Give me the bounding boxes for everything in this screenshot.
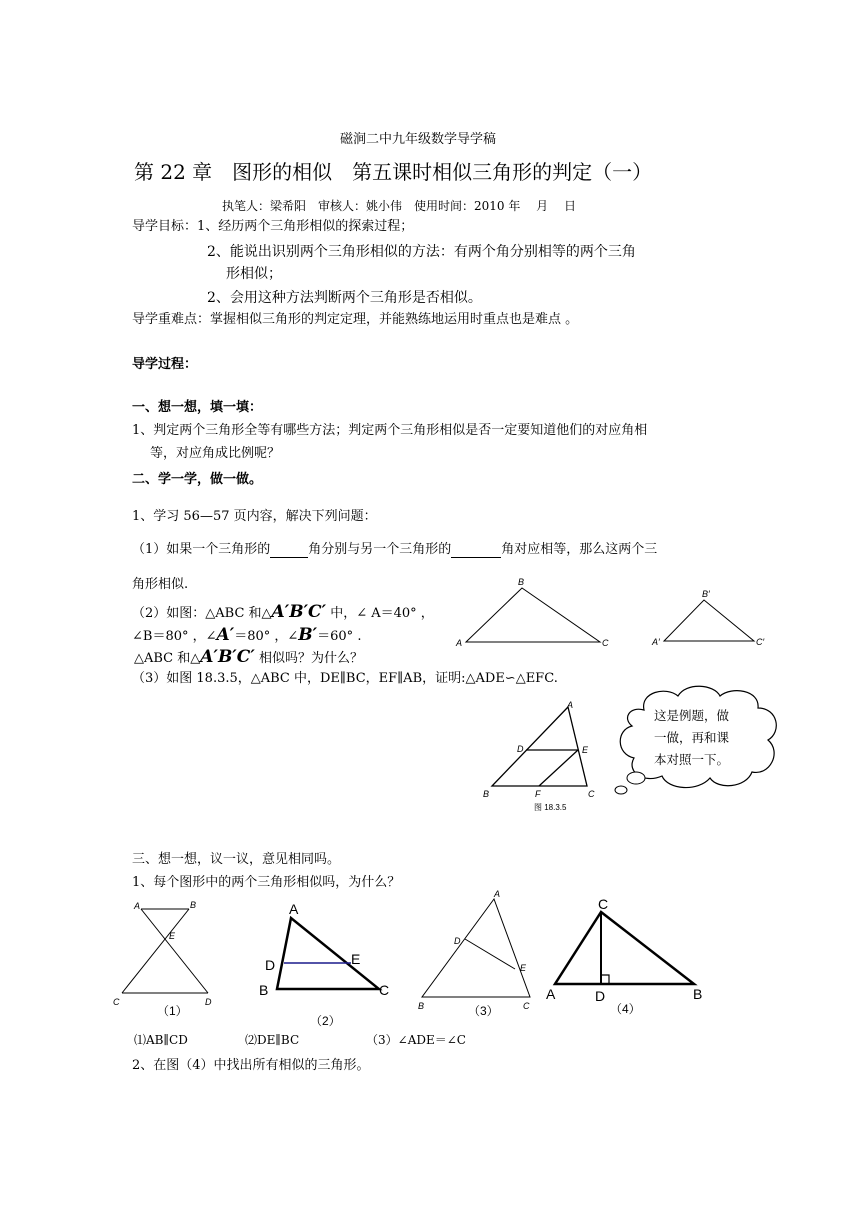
f2-number: （2） xyxy=(310,1014,341,1028)
f2-label-e: E xyxy=(351,951,361,967)
goal-3: 2、会用这种方法判断两个三角形是否相似。 xyxy=(207,290,482,306)
fig-label-b: B xyxy=(483,789,490,799)
condition-2: ⑵DE∥BC xyxy=(245,1033,300,1047)
section2-q1: 1、学习 56—57 页内容，解决下列问题： xyxy=(132,509,377,524)
fill-text-d: 角形相似. xyxy=(132,577,189,592)
bubble-line-1: 这是例题，做 xyxy=(654,708,730,723)
q2-text-a: （2）如图：△ABC 和△ xyxy=(132,606,272,621)
q2-text-f: ＝80° ，∠ xyxy=(234,629,299,644)
prime-triangle-2: A′B′C′ xyxy=(200,647,255,667)
figure-1-hourglass xyxy=(112,895,222,1020)
f3-label-d: D xyxy=(454,936,461,946)
label-b-prime: B′ xyxy=(702,589,710,599)
f4-label-d: D xyxy=(595,988,606,1004)
section3-title: 三、想一想，议一议，意见相同吗。 xyxy=(132,852,341,867)
f1-number: （1） xyxy=(157,1004,188,1018)
fill-text-b: 角分别与另一个三角形的 xyxy=(308,542,452,557)
q2-text-k: 相似吗？为什么？ xyxy=(254,651,363,666)
q2-line1 xyxy=(132,604,434,622)
label-c-prime: C′ xyxy=(756,637,765,647)
goals-label xyxy=(132,219,413,235)
section1-q1a: 1、判定两个三角形全等有哪些方法；判定两个三角形相似是否一定要知道他们的对应角相 xyxy=(132,423,648,438)
authors-line: 执笔人：梁希阳 审核人：姚小伟 使用时间：2010 年 月 日 xyxy=(222,199,576,213)
f1-label-a: A xyxy=(134,901,141,911)
label-a-prime: A′ xyxy=(652,637,660,647)
q2-text-c: 中，∠ A＝40° ， xyxy=(326,606,434,621)
fig-label-a: A xyxy=(567,700,574,710)
q2-text-h: ＝60° . xyxy=(317,629,362,644)
triangle-abc-figure xyxy=(456,578,616,648)
figure-18-3-5 xyxy=(482,698,612,818)
fill-text-a: （1）如果一个三角形的 xyxy=(132,542,271,557)
bubble-line-3: 本对照一下。 xyxy=(654,752,730,767)
goal-1: 1、经历两个三角形相似的探索过程； xyxy=(197,219,414,234)
figure-3-triangle xyxy=(414,885,544,1020)
label-c: C xyxy=(602,638,609,648)
f3-label-b: B xyxy=(418,1001,425,1011)
keypoints: 导学重难点：掌握相似三角形的判定定理，并能熟练地运用时重点也是难点 。 xyxy=(132,312,579,327)
condition-3: （3）∠ADE＝∠C xyxy=(366,1033,466,1047)
goal-2a: 2、能说出识别两个三角形相似的方法：有两个角分别相等的两个三角 xyxy=(207,244,636,260)
fig-label-d: D xyxy=(517,744,524,754)
section2-title: 二、学一学，做一做。 xyxy=(132,472,263,487)
condition-1: ⑴AB∥CD xyxy=(134,1033,188,1047)
f2-label-b: B xyxy=(259,982,269,998)
section3-q1: 1、每个图形中的两个三角形相似吗，为什么？ xyxy=(132,875,401,890)
fig-caption: 图 18.3.5 xyxy=(534,803,567,812)
angle-b-prime: B′ xyxy=(298,625,318,645)
goals-label-text: 导学目标： xyxy=(132,219,198,234)
fill-text-c: 角对应相等，那么这两个三 xyxy=(501,542,658,557)
f2-label-c: C xyxy=(379,982,390,998)
f1-label-d: D xyxy=(205,997,212,1007)
q2-line3 xyxy=(134,649,363,667)
figure-2-triangle xyxy=(253,898,403,1033)
process-title: 导学过程： xyxy=(132,357,198,372)
f1-label-b: B xyxy=(190,900,197,910)
bubble-line-2: 一做，再和课 xyxy=(654,730,730,745)
school-header: 磁涧二中九年级数学导学稿 xyxy=(340,132,497,147)
page-title: 第 22 章 图形的相似 第五课时相似三角形的判定（一） xyxy=(134,160,653,184)
f3-label-c: C xyxy=(523,1001,530,1011)
f4-label-c: C xyxy=(598,896,609,912)
answer-blank-1[interactable] xyxy=(270,544,308,558)
f4-label-b: B xyxy=(693,986,703,1002)
q2-text-d: ∠B＝80° ，∠ xyxy=(132,629,217,644)
f1-label-c: C xyxy=(113,997,120,1007)
fig-label-c: C xyxy=(588,789,595,799)
f3-label-e: E xyxy=(520,963,527,973)
f2-label-a: A xyxy=(289,901,299,917)
section1-q1b: 等，对应角成比例呢？ xyxy=(150,446,281,461)
angle-a-prime: A′ xyxy=(216,625,235,645)
f4-label-a: A xyxy=(546,986,556,1002)
f2-label-d: D xyxy=(265,957,276,973)
f4-number: （4） xyxy=(610,1002,641,1016)
answer-blank-2[interactable] xyxy=(451,544,501,558)
triangle-abc-prime-figure xyxy=(652,590,772,650)
fig-label-e: E xyxy=(582,745,589,755)
figure-4-right-triangle xyxy=(542,895,712,1025)
prime-triangle-1: A′B′C′ xyxy=(271,602,327,622)
f1-label-e: E xyxy=(169,931,176,941)
fill-blank-line xyxy=(132,542,657,558)
goal-2b: 形相似； xyxy=(226,266,282,282)
section1-title: 一、想一想，填一填： xyxy=(132,400,263,415)
q2-line2 xyxy=(132,627,361,645)
label-b: B xyxy=(518,577,525,587)
f3-label-a: A xyxy=(494,889,501,899)
q3-line: （3）如图 18.3.5，△ABC 中，DE∥BC，EF∥AB，证明:△ADE∽△EFC. xyxy=(132,671,558,686)
label-a: A xyxy=(456,638,463,648)
f3-number: （3） xyxy=(468,1004,499,1018)
fig-label-f: F xyxy=(535,789,541,799)
q2-text-i: △ABC 和△ xyxy=(134,651,201,666)
section3-q2: 2、在图（4）中找出所有相似的三角形。 xyxy=(132,1058,370,1073)
